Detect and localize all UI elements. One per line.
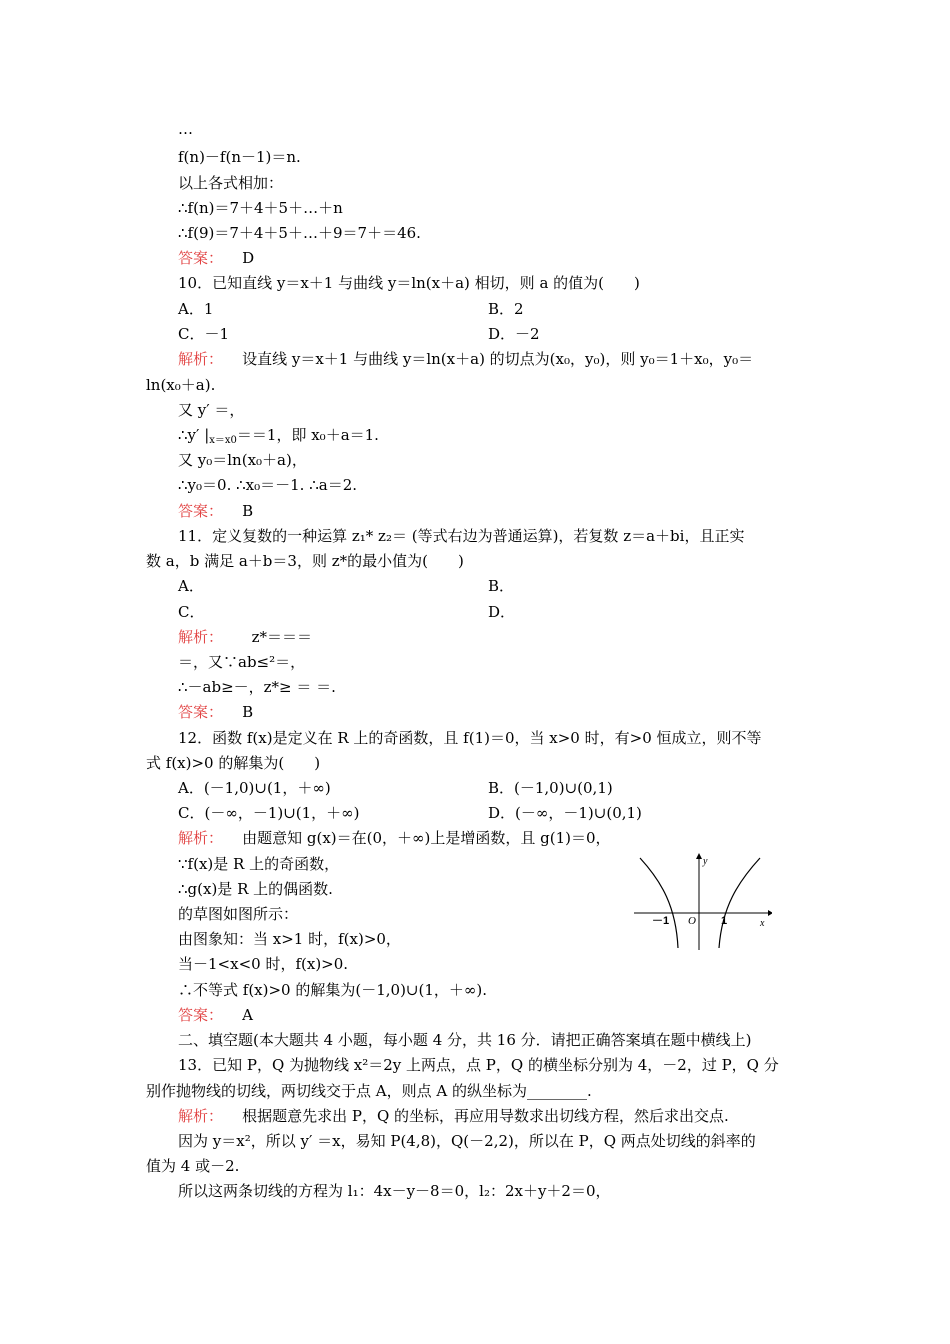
question-13: 13．已知 P，Q 为抛物线 x²＝2y 上两点，点 P，Q 的横坐标分别为 4，－2，过 P，Q 分 [178, 1056, 779, 1074]
function-sketch-graph [632, 852, 772, 952]
solution-line: 当－1<x<0 时，f(x)>0. [178, 955, 349, 973]
question-13: 别作抛物线的切线，两切线交于点 A，则点 A 的纵坐标为________. [146, 1082, 592, 1100]
ellipsis-line: … [178, 120, 193, 138]
solution-line: 又 y′ ＝， [178, 401, 245, 419]
answer-line [178, 500, 253, 522]
y-axis-label: y [703, 856, 708, 867]
option-d: D．－2 [488, 325, 540, 343]
option-c: C．－1 [178, 325, 230, 343]
solution-line: ＝，又∵ab≤²＝， [178, 653, 306, 671]
answer-value: B [242, 502, 254, 520]
answer-value: D [242, 249, 255, 267]
origin-label: O [688, 915, 696, 927]
solution-line: ln(x₀＋a). [146, 376, 216, 394]
solution-label: 解析： [178, 628, 224, 646]
question-12: 式 f(x)>0 的解集为( ) [146, 754, 321, 772]
solution-label: 解析： [178, 829, 224, 847]
solution-label: 解析： [178, 1107, 224, 1125]
option-b: B．2 [488, 300, 524, 318]
solution-line: 因为 y＝x²，所以 y′ ＝x，易知 P(4,8)，Q(－2,2)，所以在 P，Q 两点处切线的斜率的 [178, 1132, 756, 1150]
solution-line: ∴g(x)是 R 上的偶函数. [178, 880, 333, 898]
answer-label: 答案： [178, 1006, 224, 1024]
option-b: B． [488, 577, 515, 595]
answer-label: 答案： [178, 249, 224, 267]
question-11: 数 a，b 满足 a＋b＝3，则 z*的最小值为( ) [146, 552, 464, 570]
option-b: B．(－1,0)∪(0,1) [488, 779, 613, 797]
solution-line: 解析： 根据题意先求出 P，Q 的坐标，再应用导数求出切线方程，然后求出交点. [178, 1107, 729, 1125]
option-a: A．1 [178, 300, 214, 318]
question-12: 12．函数 f(x)是定义在 R 上的奇函数，且 f(1)＝0，当 x>0 时，有>0 恒成立，则不等 [178, 729, 762, 747]
text-line: ∴f(9)＝7＋4＋5＋…＋9＝7＋＝46. [178, 224, 421, 242]
solution-line: 的草图如图所示： [178, 905, 299, 923]
solution-line: 由图象知：当 x>1 时，f(x)>0， [178, 930, 401, 948]
solution-line: 值为 4 或－2. [146, 1157, 240, 1175]
answer-label: 答案： [178, 502, 224, 520]
text-line: f(n)－f(n－1)＝n. [178, 148, 301, 166]
solution-line: 解析： 设直线 y＝x＋1 与曲线 y＝ln(x＋a) 的切点为(x₀，y₀)，则 y₀＝1＋x₀，y₀＝ [178, 350, 754, 368]
solution-label: 解析： [178, 350, 224, 368]
section-heading: 二、填空题(本大题共 4 小题，每小题 4 分，共 16 分．请把正确答案填在题中横线上) [178, 1031, 752, 1049]
answer-line [178, 247, 254, 269]
option-d: D． [488, 603, 516, 621]
solution-line: ∵f(x)是 R 上的奇函数， [178, 855, 340, 873]
text-line: ∴f(n)＝7＋4＋5＋…＋n [178, 199, 343, 217]
solution-line: ∴y′ $|_{x=x0}==1$，即 x₀＋a＝1. [178, 426, 379, 446]
right-branch-curve [719, 858, 760, 948]
text-line: 以上各式相加： [178, 174, 284, 192]
option-a: A． [178, 577, 204, 595]
solution-line: ∴不等式 f(x)>0 的解集为(－1,0)∪(1，＋∞). [178, 981, 488, 999]
solution-line: 又 y₀＝ln(x₀＋a)， [178, 451, 307, 469]
option-a: A．(－1,0)∪(1，＋∞) [178, 779, 331, 797]
x-axis-label: x [760, 918, 765, 929]
neg-one-label: －1 [652, 915, 670, 927]
option-d: D．(－∞，－1)∪(0,1) [488, 804, 642, 822]
solution-line: 解析： z*＝＝＝ [178, 628, 313, 646]
solution-line: 解析： 由题意知 g(x)＝在(0，＋∞)上是增函数，且 g(1)＝0， [178, 829, 611, 847]
answer-line [178, 1004, 253, 1026]
answer-label: 答案： [178, 703, 224, 721]
question-11: 11．定义复数的一种运算 z₁* z₂＝ (等式右边为普通运算)，若复数 z＝a＋bi，且正实 [178, 527, 745, 545]
y-axis-arrow-icon [696, 853, 702, 859]
question-10: 10．已知直线 y＝x＋1 与曲线 y＝ln(x＋a) 相切，则 a 的值为( ) [178, 274, 640, 292]
left-branch-curve [640, 858, 678, 948]
option-c: C．(－∞，－1)∪(1，＋∞) [178, 804, 360, 822]
x-axis-arrow-icon [768, 910, 772, 916]
answer-line [178, 701, 253, 723]
solution-line: ∴－ab≥－，z*≥ ＝ ＝. [178, 678, 336, 696]
solution-line: 所以这两条切线的方程为 l₁：4x－y－8＝0，l₂：2x＋y＋2＝0， [178, 1182, 611, 1200]
one-label: 1 [721, 915, 728, 927]
solution-line: ∴y₀＝0. ∴x₀＝－1. ∴a＝2. [178, 476, 358, 494]
answer-value: B [242, 703, 254, 721]
option-c: C． [178, 603, 205, 621]
answer-value: A [242, 1006, 253, 1024]
